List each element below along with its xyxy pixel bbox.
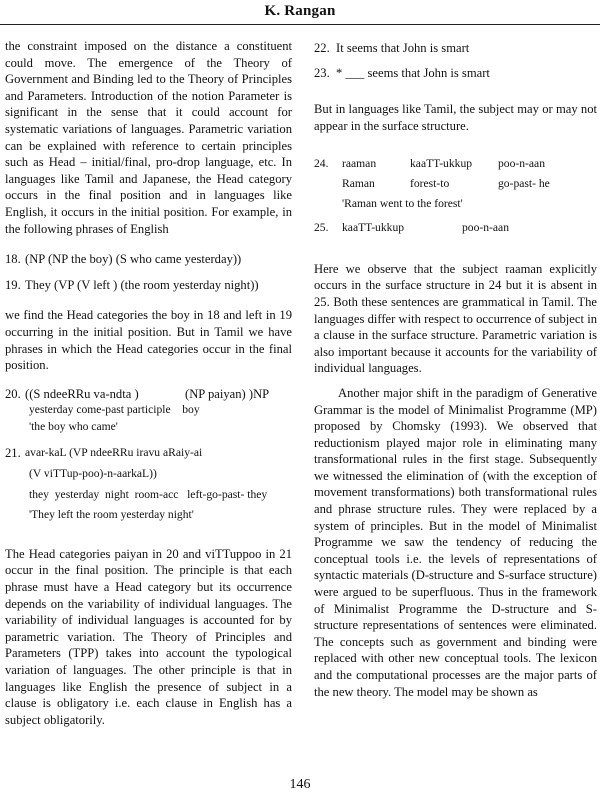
example-22 (314, 40, 597, 57)
example-21-translation: 'They left the room yesterday night' (29, 508, 194, 522)
example-24-gloss-2: forest-to (410, 176, 450, 190)
example-24-word-3: poo-n-aan (498, 157, 545, 171)
example-20-clause: ((S ndeeRRu va-ndta ) (25, 386, 139, 401)
example-21-line1 (5, 445, 292, 462)
paragraph-parametric: Here we observe that the subject raaman explicitly occurs in the surface structure in 24 but it is absent in 25. Both these sentences are grammatical in Tamil. The languages differ with respect to occurrence of subject in a clause in the surface structure. Parametric variation is also important because it accounts for the variability of individual languages. (314, 261, 597, 376)
paragraph-tamil-subject: But in languages like Tamil, the subject may or may not appear in the surface structure. (314, 102, 597, 133)
example-23-number: 23. (314, 65, 330, 80)
example-25 (314, 220, 597, 237)
example-20-gloss: yesterday come-past participle boy (29, 403, 200, 417)
example-18-text: (NP (NP the boy) (S who came yesterday)) (25, 252, 242, 267)
page-number: 146 (289, 777, 311, 792)
example-24-word-1: raaman (342, 157, 377, 171)
example-25-word-2: poo-n-aan (462, 221, 509, 235)
paragraph-head-final: The Head categories paiyan in 20 and viTTuppoo in 21 occur in the final position. The principle is that each phrase must have a Head category but its occurrence depends on the variability of individual languages. The variability of individual languages is accounted for by parametric variation. The Theory of Principles and Parameters (TPP) takes into account the typological variation of languages. The other principle is that in languages like English the presence of subject in a clause is obligatory i.e. each clause in English has a subject obligatorily. (5, 546, 292, 727)
example-20-translation: 'the boy who came' (29, 419, 118, 433)
example-22-number: 22. (314, 41, 330, 55)
example-19-text: They (VP (V left ) (the room yesterday night)) (25, 277, 259, 292)
example-20-np: (NP paiyan) )NP (185, 386, 270, 401)
example-21-gloss: they yesterday night room-acc left-go-past- they (29, 487, 268, 501)
example-24-translation: 'Raman went to the forest' (342, 196, 463, 210)
example-21-verb: (V viTTup-poo)-n-aarkaL)) (29, 467, 157, 481)
left-column (5, 38, 292, 728)
example-25-word-1: kaaTT-ukkup (342, 221, 405, 235)
paragraph-constraint: the constraint imposed on the distance a constituent could move. The emergence of the Theory of Government and Binding led to the Theory of Principles and Parameters. Introduction of the notion Parameter is significant in the sense that it could account for systematic variations of languages. Parametric variation can be explained with reference to certain principles such as Head – initial/final, pro-drop language, etc. In languages like Tamil and Japanese, the Head category occurs in the final position and in languages like English, it occurs in the initial position. For example, in the following phrases of English (5, 39, 292, 236)
example-25-number: 25. (314, 221, 329, 235)
example-24-line1 (314, 156, 597, 173)
example-20-line1 (5, 386, 292, 403)
example-23-text: * ___ seems that John is smart (336, 65, 490, 80)
header-rule (0, 24, 600, 25)
example-22-text: It seems that John is smart (336, 41, 470, 55)
paragraph-minimalist: Another major shift in the paradigm of Generative Grammar is the model of Minimalist Programme (MP) proposed by Chomsky (1993). We observed that reductionism played major role in eliminating many transformational rules in the first stage. Subsequently we witnessed the elimination of (with the exception of movement transformations) both transformational rules and phrase structure rules. They were replaced by a system of principles. But in the model of Minimalist Programme we saw the tendency of reducing the conceptual tools i.e. the levels of representations of syntactic materials (D-structure and S-surface structure) were argued to be superfluous. Thus in the framework of Minimalist Programme the D-structure and S-structure representations of sentences were eliminated. The concepts such as government and binding were replaced with other new conceptual tools. The lexicon and the computational processes are the major parts of the new theory. The model may be shown as (314, 385, 597, 699)
example-24-gloss (314, 176, 597, 193)
paragraph-head-initial: we find the Head categories the boy in 18 and left in 19 occurring in the initial position. But in Tamil we have phrases in which the Head categories occur in the final position. (5, 308, 292, 373)
example-19-number: 19. (5, 277, 21, 292)
example-20-number: 20. (5, 386, 21, 401)
example-18 (5, 251, 292, 268)
example-24-word-2: kaaTT-ukkup (410, 157, 473, 171)
example-19 (5, 277, 292, 294)
example-18-number: 18. (5, 252, 21, 267)
example-24-gloss-3: go-past- he (498, 176, 550, 190)
example-21-number: 21. (5, 446, 21, 461)
example-23 (314, 65, 597, 82)
running-head: K. Rangan (264, 3, 336, 19)
example-24-number: 24. (314, 157, 329, 171)
example-24-gloss-1: Raman (342, 176, 375, 190)
right-column (314, 40, 597, 700)
example-21-words: avar-kaL (VP ndeeRRu iravu aRaiy-ai (25, 446, 203, 460)
